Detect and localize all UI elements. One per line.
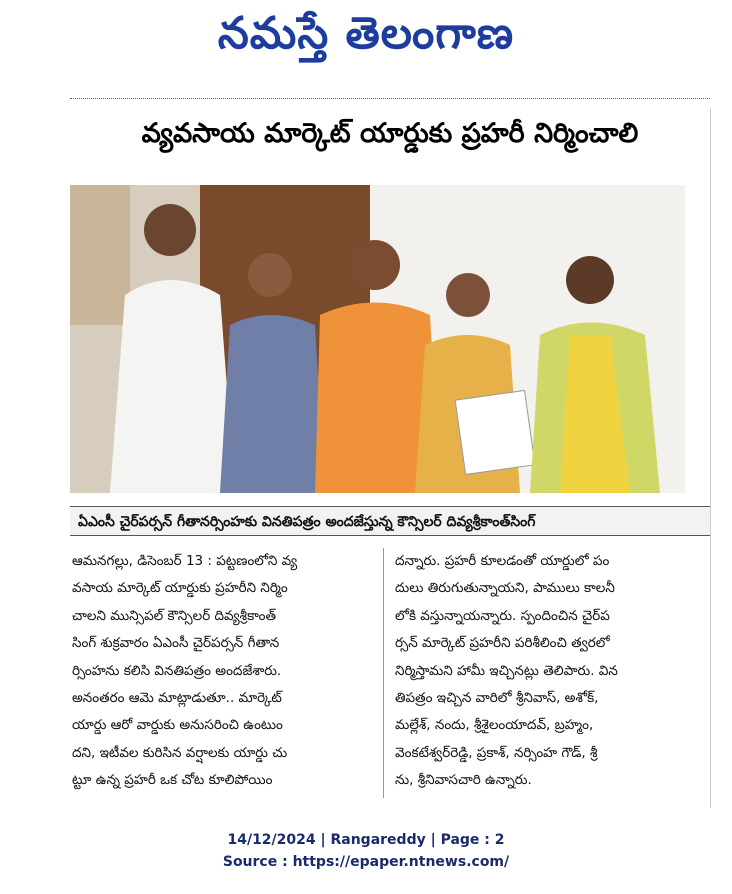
article-line: వసాయ మార్కెట్ యార్డుకు ప్రహరీని నిర్మిం (72, 580, 288, 597)
article-line: అనంతరం ఆమె మాట్లాడుతూ.. మార్కెట్ (72, 690, 282, 707)
article-line: ఆమనగల్లు, డిసెంబర్ 13 : పట్టణంలోని వ్య (72, 553, 298, 569)
news-photo-illustration (70, 185, 685, 493)
article-line: తిపత్రం ఇచ్చిన వారిలో శ్రీనివాస్, అశోక్, (395, 690, 599, 707)
article-line: చాలని మున్సిపల్ కౌన్సిలర్ దివ్యశ్రీకాంత్ (72, 607, 277, 624)
article-line: లోకి వస్తున్నాయన్నారు. స్పందించిన చైర్‌ప (395, 607, 610, 624)
article-line: మల్లేశ్, నందు, శ్రీశైలంయాదవ్, బ్రహ్మం, (395, 717, 594, 734)
clipping-top-rule (70, 98, 710, 103)
article-line: నిర్మిస్తామని హామీ ఇచ్చినట్లు తెలిపారు. విన (395, 662, 618, 679)
article-line: ర్సింహను కలిసి వినతిపత్రం అందజేశారు. (72, 662, 282, 679)
article-line: ర్సన్ మార్కెట్ ప్రహరీని పరిశీలించి త్వరలో (395, 635, 610, 652)
article-line: దన్నారు. ప్రహరీ కూలడంతో యార్డులో పం (395, 553, 610, 569)
masthead-logo: నమస్తే తెలంగాణ (217, 8, 515, 59)
footer-source: Source : https://epaper.ntnews.com/ (222, 854, 510, 870)
article-line: దని, ఇటీవల కురిసిన వర్షాలకు యార్డు చు (72, 744, 288, 761)
article-headline: వ్యవసాయ మార్కెట్ యార్డుకు ప్రహరీ నిర్మించాలి (141, 118, 639, 149)
article-line: సింగ్ శుక్రవారం ఏఎంసీ చైర్‌పర్సన్ గీతాన (72, 635, 280, 652)
article-line: ను, శ్రీనివాసచారి ఉన్నారు. (395, 772, 532, 789)
news-photo (70, 185, 685, 493)
article-line: దులు తిరుగుతున్నాయని, పాములు కాలనీ (395, 580, 615, 597)
footer-date-edition: 14/12/2024 | Rangareddy | Page : 2 (227, 832, 505, 848)
article-line: ట్టూ ఉన్న ప్రహరీ ఒక చోట కూలిపోయిం (72, 772, 273, 789)
article-column-2 (395, 548, 695, 795)
article-column-1 (72, 548, 372, 795)
column-divider (383, 548, 384, 798)
article-line: యార్డు ఆరో వార్డుకు అనుసరించి ఉంటుం (72, 717, 283, 734)
photo-caption: ఏఎంసీ చైర్‌పర్సన్ గీతానర్సింహకు వినతిపత్రం అందజేస్తున్న కౌన్సిలర్ దివ్యశ్రీకాంత్‌సింగ్ (70, 506, 710, 536)
article-line: వెంకటేశ్వర్‌రెడ్డి, ప్రకాశ్, నర్సింహ గౌడ్, శ్రీ (395, 744, 598, 761)
clipping-right-rule (710, 108, 711, 808)
